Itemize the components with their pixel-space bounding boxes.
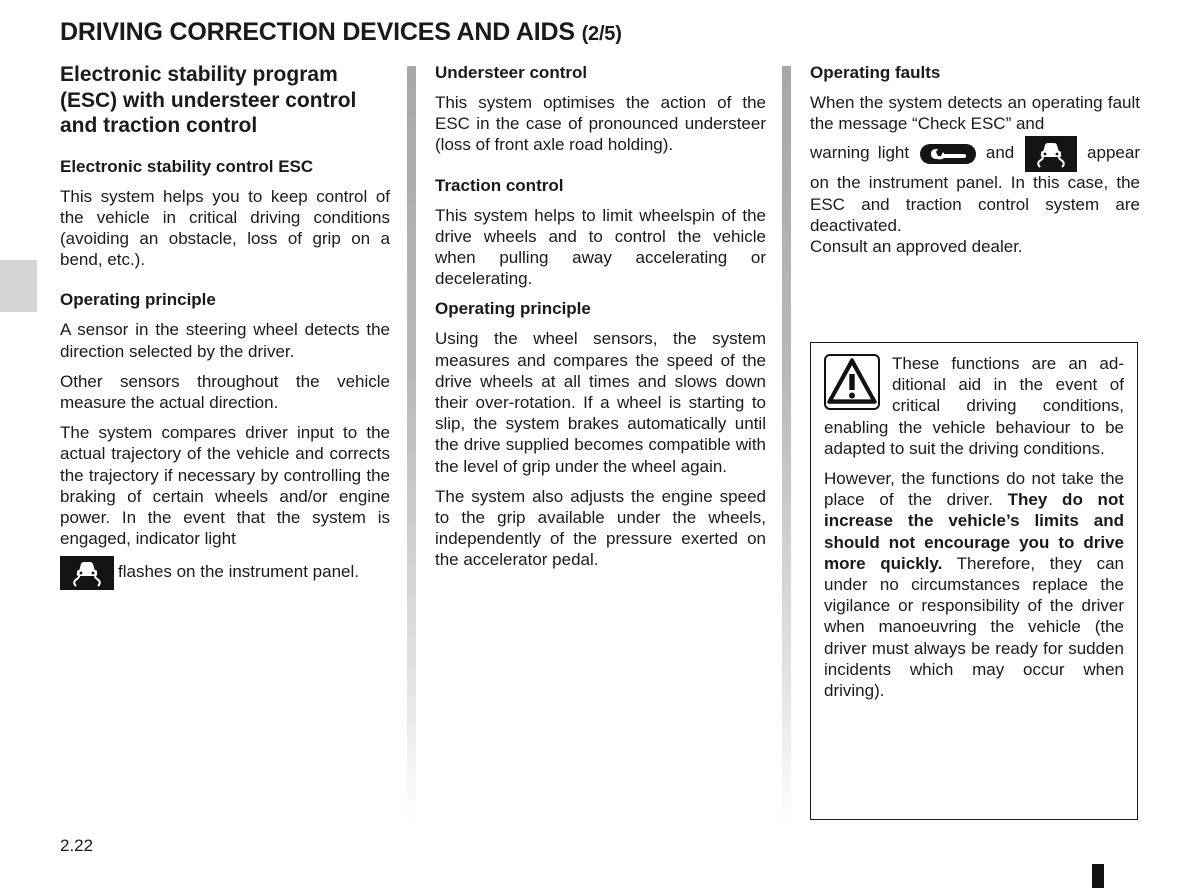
operating-principle-2-p1: Using the wheel sensors, the system measures and compares the speed of the drive wheels at all times and slows down their over-rotation. If a wheel is starting to slip, the system brakes automatically until the drive supplied becomes compatible with the level of grip under the wheel again. <box>435 329 766 476</box>
warning-box <box>810 342 1138 820</box>
warning-p2-start: However, the functions do not take the place of the driver. <box>824 469 1124 510</box>
indicator-light-line <box>60 553 390 591</box>
warning-light-text-end: appear on the instrument panel. In this case, the ESC and traction control system are deactivated. <box>810 143 1140 235</box>
skidding-car-icon <box>60 556 114 590</box>
warning-p2-bold: They do not increase the vehicle’s limits and should not encourage you to drive more quickly. <box>824 490 1124 573</box>
column-divider-1 <box>407 66 416 826</box>
understeer-description: This system optimises the action of the ESC in the case of pronounced understeer (loss of front axle road holding). <box>435 93 766 155</box>
page-number: 2.22 <box>60 836 94 855</box>
operating-principle-heading: Operating principle <box>60 290 216 310</box>
traction-description: This system helps to limit wheelspin of the drive wheels and to control the vehicle when pulling away accelerating or decelerating. <box>435 205 766 289</box>
operating-principle-p1: A sensor in the steering wheel detects the direction selected by the driver. <box>60 320 390 361</box>
and-text: and <box>985 143 1015 163</box>
warning-triangle-icon <box>824 354 880 410</box>
indicator-light-text: flashes on the instrument panel. <box>118 562 359 582</box>
understeer-heading: Understeer control <box>435 63 588 82</box>
operating-faults-p3: Consult an approved dealer. <box>810 237 1023 257</box>
warning-p1: These functions are an additional aid in the event of critical driving conditions, enabling the vehicle behaviour to be adapted to suit the driving conditions. <box>824 354 1124 458</box>
traction-heading: Traction control <box>435 175 564 195</box>
operating-faults-heading: Operating faults <box>810 63 941 82</box>
page-edge-marker <box>1092 864 1104 888</box>
column-left <box>60 62 390 600</box>
column-middle <box>435 62 766 580</box>
operating-principle-2-p2: The system also adjusts the engine speed to the grip available under the wheels, independently of the pressure exerted on the accelerator pedal. <box>435 486 766 570</box>
wrench-icon <box>920 144 976 164</box>
warning-light-text: warning light <box>810 143 910 163</box>
page-title-text: DRIVING CORRECTION DEVICES AND AIDS <box>60 18 575 46</box>
column-divider-2 <box>782 66 791 826</box>
column-right <box>810 62 1140 266</box>
warning-p2 <box>824 468 1124 701</box>
page-title <box>60 18 622 47</box>
operating-principle-heading-2: Operating principle <box>435 299 591 319</box>
page-part-indicator: (2/5) <box>581 23 622 45</box>
warning-p2-end: Therefore, they can under no circumstances replace the vigilance or responsibility of the driver when manoeuvring the vehicle (the driver must always be ready for sudden incidents which may occur when driving). <box>824 553 1124 701</box>
operating-principle-p2: Other sensors throughout the vehicle measure the actual direction. <box>60 371 390 412</box>
operating-faults-p2 <box>810 134 1140 236</box>
skidding-car-icon-2 <box>1025 136 1077 172</box>
chapter-side-tab <box>0 260 37 312</box>
esc-subheading: Electronic stability control ESC <box>60 156 314 176</box>
operating-principle-p3: The system compares driver input to the actual trajectory of the vehicle and corrects the trajectory if necessary by controlling the braking of certain wheels and/or engine power. In the event that the system is engaged, indicator light <box>60 423 390 549</box>
operating-faults-p1: When the system detects an operating fault the message “Check ESC” and <box>810 93 1140 134</box>
esc-description: This system helps you to keep control of the vehicle in critical driving conditions (avoiding an obstacle, loss of grip on a bend, etc.). <box>60 186 390 270</box>
section-heading-esc: Electronic stability program (ESC) with understeer control and traction control <box>60 63 357 137</box>
